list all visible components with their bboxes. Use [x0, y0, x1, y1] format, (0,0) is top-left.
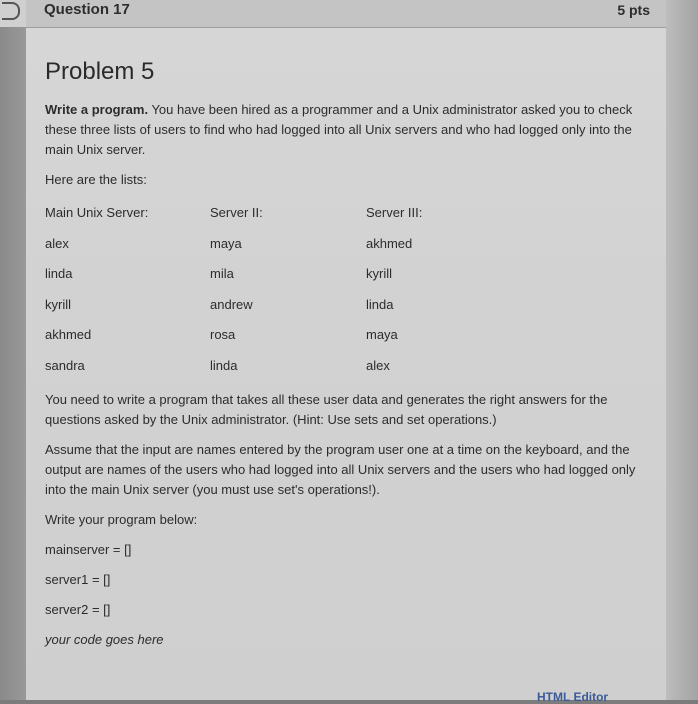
- code-line-mainserver: mainserver = []: [45, 542, 132, 557]
- user-name: akhmed: [45, 327, 92, 342]
- user-name: alex: [45, 235, 69, 251]
- question-body: [26, 28, 666, 700]
- user-name: maya: [210, 235, 242, 251]
- question-points: 5 pts: [617, 2, 650, 18]
- user-name: mila: [210, 266, 234, 281]
- problem-intro: [45, 100, 645, 160]
- question-content: [45, 58, 645, 650]
- column-header: Main Unix Server:: [45, 205, 149, 220]
- column-header: Server III:: [366, 205, 423, 220]
- server-2-column: [210, 198, 263, 381]
- collapse-icon[interactable]: [2, 2, 20, 20]
- header-left-strip: [0, 0, 26, 27]
- user-name: sandra: [45, 357, 85, 373]
- column-header: Server II:: [210, 205, 263, 220]
- user-name: linda: [210, 357, 238, 373]
- user-name: maya: [366, 327, 398, 342]
- problem-intro-bold: Write a program.: [45, 102, 149, 117]
- user-name: andrew: [210, 296, 253, 312]
- user-name: kyrill: [366, 266, 392, 281]
- code-line-server1: server1 = []: [45, 572, 111, 587]
- user-lists: [45, 198, 645, 388]
- code-comment: your code goes here: [45, 632, 164, 647]
- user-name: rosa: [210, 327, 236, 342]
- question-title: Question 17: [44, 1, 130, 18]
- server-3-column: [366, 198, 422, 381]
- task-paragraph: You need to write a program that takes all these user data and generates the right answers for the questions asked by the Unix administrator. (Hint: Use sets and set operations.): [45, 392, 608, 427]
- main-server-column: [45, 198, 148, 381]
- question-header: [26, 0, 666, 28]
- user-name: kyrill: [45, 296, 71, 312]
- write-program-label: Write your program below:: [45, 512, 198, 527]
- user-name: akhmed: [366, 235, 413, 251]
- lists-label: Here are the lists:: [45, 172, 147, 187]
- user-name: alex: [366, 357, 390, 373]
- user-name: linda: [45, 266, 73, 281]
- right-margin: [666, 0, 698, 700]
- code-line-server2: server2 = []: [45, 602, 111, 617]
- assumption-paragraph: Assume that the input are names entered by the program user one at a time on the keyboard, and the output are names of the users who had logged into all Unix servers and the users who had logged only into the main Unix server (you must use set's operations!).: [45, 442, 636, 497]
- html-editor-link[interactable]: HTML Editor: [537, 690, 609, 704]
- user-name: linda: [366, 296, 394, 312]
- problem-title: Problem 5: [45, 58, 155, 85]
- problem-intro-text: You have been hired as a programmer and a Unix administrator asked you to check these three lists of users to find who had logged into all Unix servers and who had logged only into the main Unix server.: [45, 102, 633, 157]
